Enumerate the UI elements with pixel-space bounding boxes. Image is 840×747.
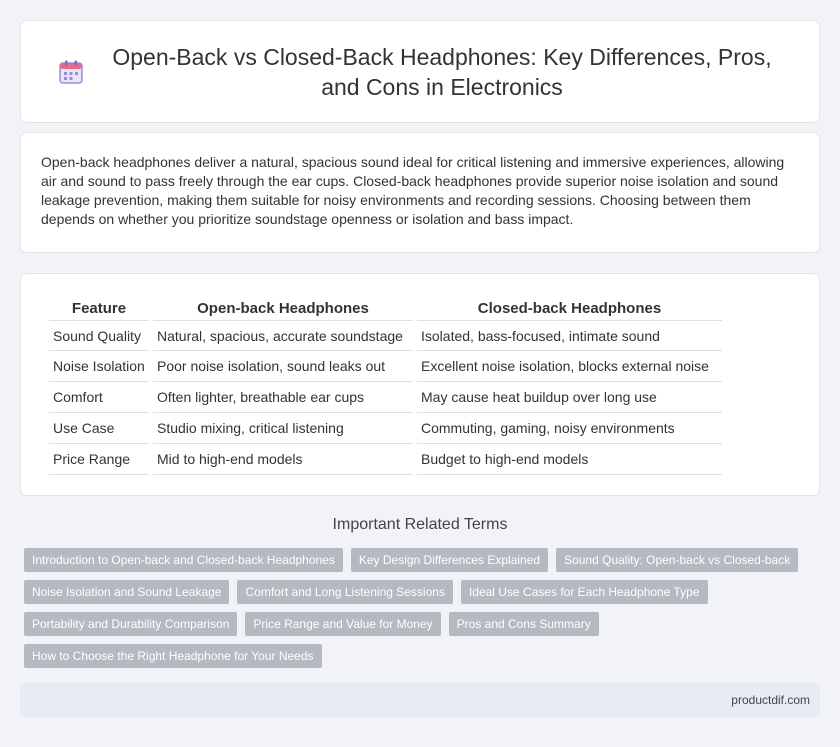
tag-row	[24, 644, 824, 668]
table-row	[49, 444, 722, 475]
table-cell: Poor noise isolation, sound leaks out	[153, 351, 413, 382]
table-cell: Comfort	[49, 382, 149, 413]
table-row	[49, 320, 722, 351]
tag-link[interactable]: Sound Quality: Open-back vs Closed-back	[556, 548, 798, 572]
tag-link[interactable]: Pros and Cons Summary	[449, 612, 599, 636]
table-cell: Use Case	[49, 413, 149, 444]
table-cell: May cause heat buildup over long use	[417, 382, 722, 413]
comparison-table-card	[20, 273, 820, 496]
table-cell: Natural, spacious, accurate soundstage	[153, 320, 413, 351]
comparison-table	[45, 296, 726, 475]
tag-row	[24, 612, 824, 636]
table-cell: Price Range	[49, 444, 149, 475]
footer	[20, 683, 820, 717]
tag-link[interactable]: Key Design Differences Explained	[351, 548, 548, 572]
tag-link[interactable]: How to Choose the Right Headphone for Your Needs	[24, 644, 322, 668]
table-cell: Isolated, bass-focused, intimate sound	[417, 320, 722, 351]
intro-card	[20, 132, 820, 253]
footer-site[interactable]: productdif.com	[731, 693, 810, 707]
title-wrap	[28, 42, 812, 102]
page-title: Open-Back vs Closed-Back Headphones: Key Differences, Pros, and Cons in Electronics	[112, 43, 772, 100]
tag-row	[24, 580, 824, 604]
table-row	[49, 382, 722, 413]
table-row	[49, 351, 722, 382]
tag-row	[24, 548, 824, 572]
tag-link[interactable]: Introduction to Open-back and Closed-back Headphones	[24, 548, 343, 572]
table-cell: Mid to high-end models	[153, 444, 413, 475]
intro-paragraph: Open-back headphones deliver a natural, spacious sound ideal for critical listening and immersive experiences, allowing air and sound to pass freely through the ear cups. Closed-back headphones provide superior noise isolation and sound leakage prevention, making them suitable for noisy environments and recording sessions. Choosing between them depends on whether you prioritize soundstage openness or isolation and bass impact.	[41, 154, 785, 227]
table-cell: Commuting, gaming, noisy environments	[417, 413, 722, 444]
header-closed-back: Closed-back Headphones	[477, 299, 662, 317]
related-terms-tags	[24, 548, 824, 676]
header-card	[20, 20, 820, 123]
tag-link[interactable]: Noise Isolation and Sound Leakage	[24, 580, 229, 604]
table-cell: Studio mixing, critical listening	[153, 413, 413, 444]
tag-link[interactable]: Portability and Durability Comparison	[24, 612, 237, 636]
header-feature: Feature	[71, 299, 127, 317]
table-cell: Noise Isolation	[49, 351, 149, 382]
tag-link[interactable]: Ideal Use Cases for Each Headphone Type	[461, 580, 708, 604]
table-cell: Sound Quality	[49, 320, 149, 351]
table-header-row	[49, 296, 722, 320]
tag-link[interactable]: Comfort and Long Listening Sessions	[237, 580, 452, 604]
table-row	[49, 413, 722, 444]
table-cell: Excellent noise isolation, blocks external noise	[417, 351, 722, 382]
table-cell: Budget to high-end models	[417, 444, 722, 475]
tag-link[interactable]: Price Range and Value for Money	[245, 612, 440, 636]
header-open-back: Open-back Headphones	[197, 299, 369, 317]
calendar-icon	[58, 59, 84, 85]
related-terms-heading: Important Related Terms	[332, 516, 508, 533]
table-cell: Often lighter, breathable ear cups	[153, 382, 413, 413]
